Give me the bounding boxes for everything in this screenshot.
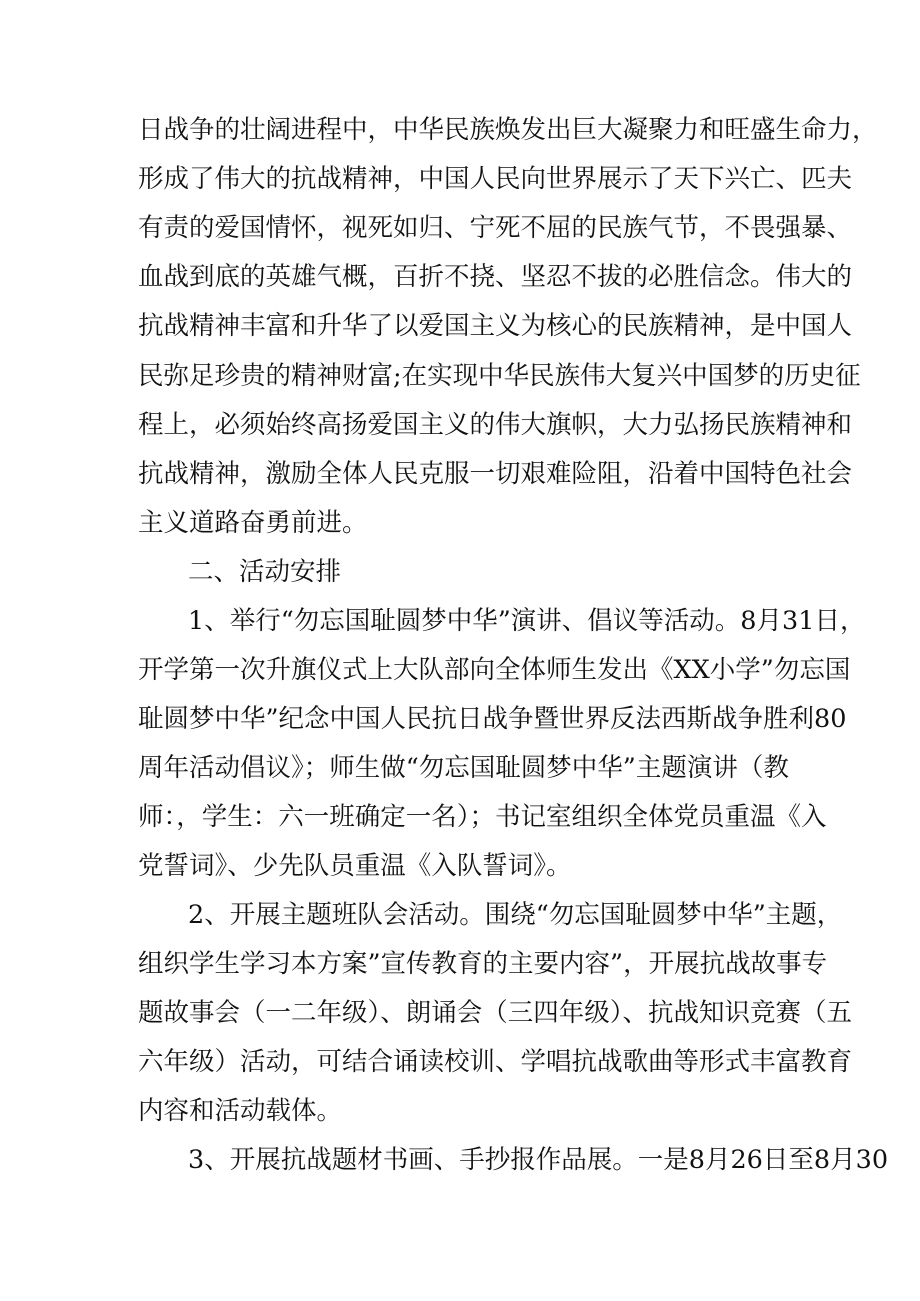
text-line: 1、举行“勿忘国耻圆梦中华”演讲、倡议等活动。8月31日， — [188, 606, 866, 636]
text-line: 党誓词》、少先队员重温《入队誓词》。 — [138, 851, 572, 881]
text-line: 耻圆梦中华”纪念中国人民抗日战争暨世界反法西斯战争胜利80 — [138, 704, 847, 734]
text-line: 开学第一次升旗仪式上大队部向全体师生发出《XX小学”勿忘国 — [138, 655, 851, 685]
text-line: 3、开展抗战题材书画、手抄报作品展。一是8月26日至8月30 — [188, 1145, 889, 1175]
text-line: 主义道路奋勇前进。 — [138, 508, 368, 538]
text-line: 抗战精神，激励全体人民克服一切艰难险阻，沿着中国特色社会 — [138, 459, 853, 489]
text-line: 2、开展主题班队会活动。围绕“勿忘国耻圆梦中华”主题， — [188, 900, 843, 930]
text-line: 形成了伟大的抗战精神，中国人民向世界展示了天下兴亡、匹夫 — [138, 164, 853, 194]
text-line: 六年级）活动，可结合诵读校训、学唱抗战歌曲等形式丰富教育 — [138, 1047, 853, 1077]
text-line: 周年活动倡议》；师生做“勿忘国耻圆梦中华”主题演讲（教 — [138, 753, 789, 783]
text-line: 血战到底的英雄气概，百折不挠、坚忍不拔的必胜信念。伟大的 — [138, 262, 853, 292]
text-line: 师：，学生：六一班确定一名）；书记室组织全体党员重温《入 — [138, 802, 827, 832]
text-line: 日战争的壮阔进程中，中华民族焕发出巨大凝聚力和旺盛生命力， — [138, 115, 878, 145]
text-line: 题故事会（一二年级）、朗诵会（三四年级）、抗战知识竞赛（五 — [138, 998, 853, 1028]
text-line: 程上，必须始终高扬爱国主义的伟大旗帜，大力弘扬民族精神和 — [138, 410, 853, 440]
text-line: 组织学生学习本方案”宣传教育的主要内容”，开展抗战故事专 — [138, 949, 828, 979]
section-heading: 二、活动安排 — [188, 557, 342, 587]
text-line: 抗战精神丰富和升华了以爱国主义为核心的民族精神，是中国人 — [138, 311, 853, 341]
text-line: 内容和活动载体。 — [138, 1096, 343, 1126]
text-line: 有责的爱国情怀，视死如归、宁死不屈的民族气节，不畏强暴、 — [138, 213, 853, 243]
text-line: 民弥足珍贵的精神财富;在实现中华民族伟大复兴中国梦的历史征 — [138, 361, 861, 391]
